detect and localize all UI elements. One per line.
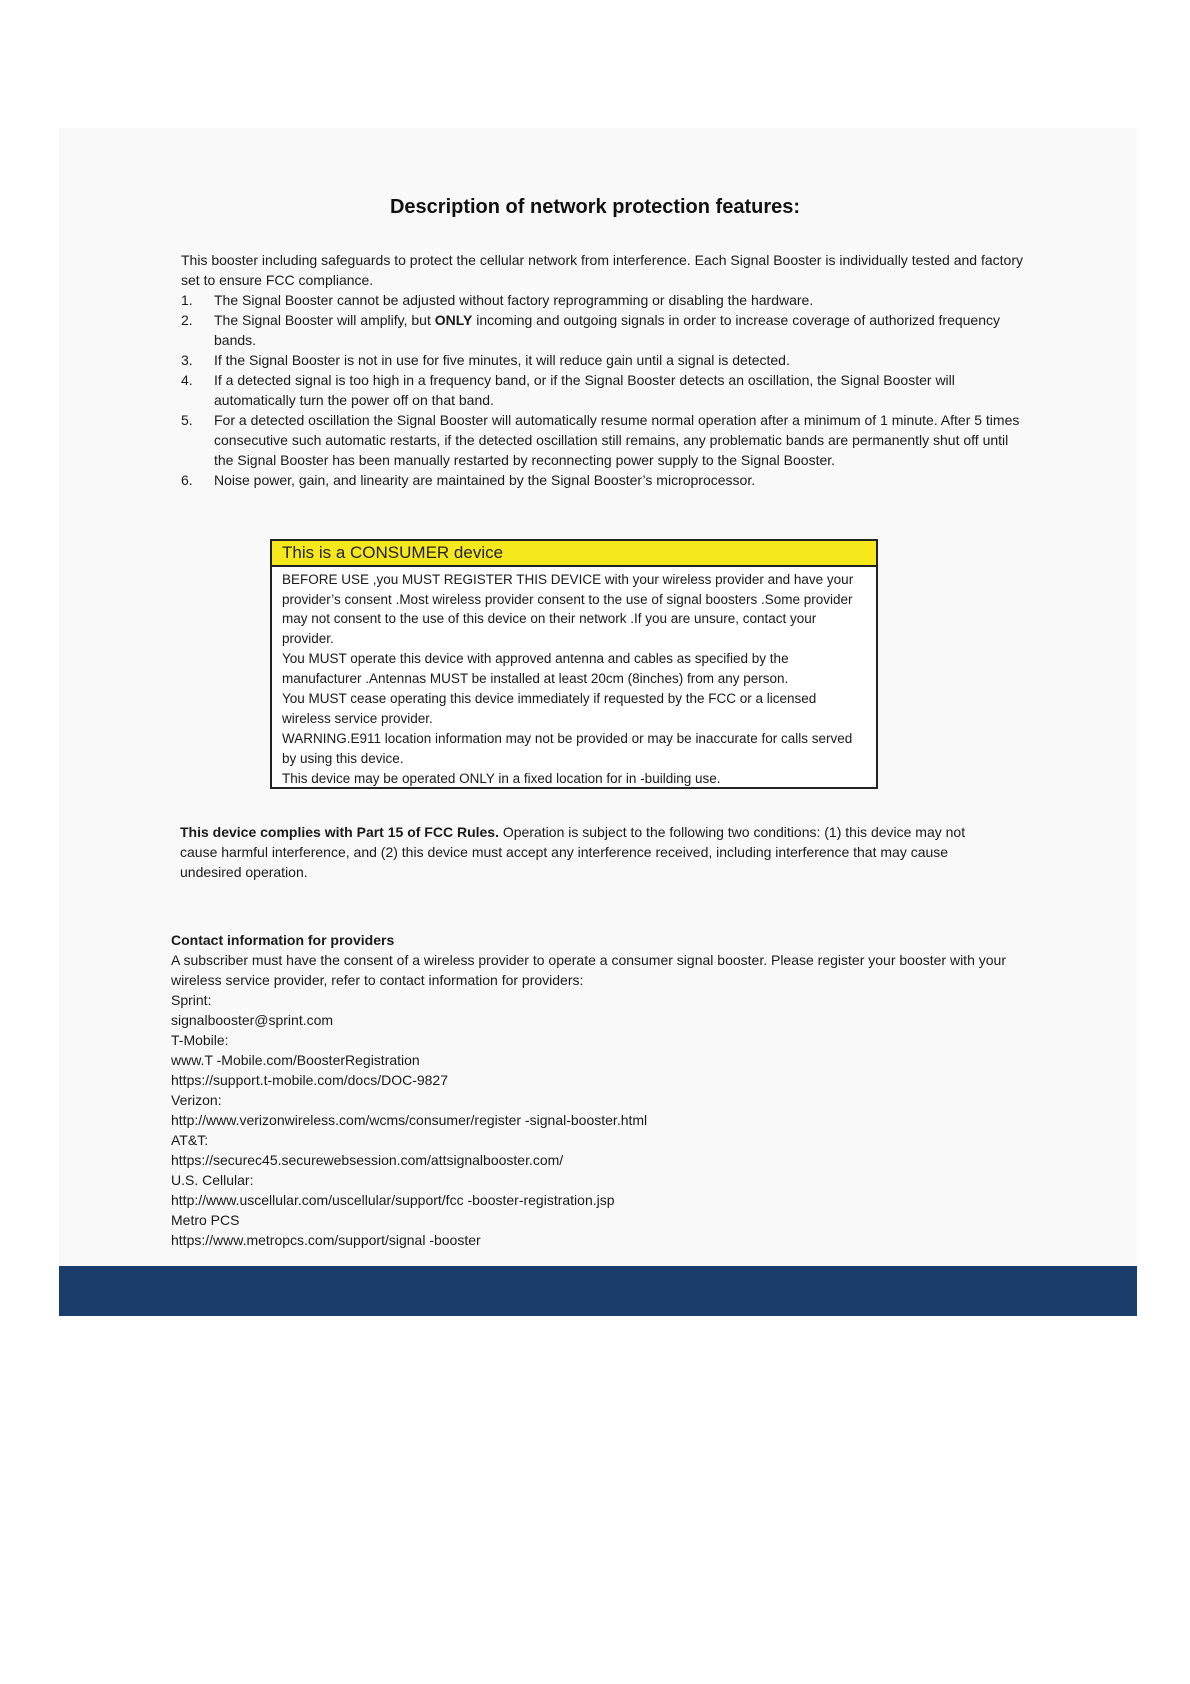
emphasis-only: ONLY — [434, 312, 473, 328]
list-number: 4. — [181, 372, 193, 388]
provider-link-uscellular: http://www.uscellular.com/uscellular/support/fcc -booster-registration.jsp — [171, 1192, 615, 1208]
list-item — [181, 470, 1031, 490]
list-number: 6. — [181, 472, 193, 488]
fcc-statement-bold: This device complies with Part 15 of FCC Rules. — [180, 824, 499, 840]
list-item-text: Noise power, gain, and linearity are maintained by the Signal Booster’s microprocessor. — [214, 472, 756, 488]
contact-intro: A subscriber must have the consent of a wireless provider to operate a consumer signal booster. Please register your booster with your wireless service provider, refer to contact information for providers: — [171, 952, 1006, 988]
provider-name-sprint: Sprint: — [171, 992, 212, 1008]
fcc-compliance-statement — [180, 822, 1000, 882]
notice-paragraph-cease: You MUST cease operating this device immediately if requested by the FCC or a licensed wireless service provider. — [282, 691, 817, 726]
provider-name-tmobile: T-Mobile: — [171, 1032, 229, 1048]
consumer-notice-body — [272, 567, 876, 789]
provider-name-att: AT&T: — [171, 1132, 209, 1148]
features-list — [181, 290, 1031, 490]
contact-title — [171, 930, 1021, 950]
provider-link-metropcs: https://www.metropcs.com/support/signal -booster — [171, 1232, 481, 1248]
list-item — [181, 350, 1031, 370]
list-item-text: If a detected signal is too high in a frequency band, or if the Signal Booster detects an oscillation, the Signal Booster will automatically turn the power off on that band. — [214, 372, 955, 408]
footer-bar — [59, 1266, 1137, 1316]
list-item-text: If the Signal Booster is not in use for five minutes, it will reduce gain until a signal is detected. — [214, 352, 790, 368]
list-item-text — [214, 312, 1000, 348]
consumer-notice-header: This is a CONSUMER device — [272, 541, 876, 567]
notice-paragraph-e911-warning: WARNING.E911 location information may not be provided or may be inaccurate for calls served by using this device. — [282, 731, 853, 766]
list-item-text: For a detected oscillation the Signal Booster will automatically resume normal operation after a minimum of 1 minute. After 5 times consecutive such automatic restarts, if the detected oscillation still remains, any problematic bands are permanently shut off until the Signal Booster has been manually restarted by reconnecting power supply to the Signal Booster. — [214, 412, 1020, 468]
list-item — [181, 290, 1031, 310]
provider-contact-sprint-email: signalbooster@sprint.com — [171, 1012, 334, 1028]
list-item — [181, 370, 1031, 410]
provider-name-verizon: Verizon: — [171, 1092, 222, 1108]
list-number: 2. — [181, 312, 193, 328]
consumer-device-notice — [270, 539, 878, 789]
notice-paragraph-antenna: You MUST operate this device with approved antenna and cables as specified by the manufacturer .Antennas MUST be installed at least 20cm (8inches) from any person. — [282, 651, 789, 686]
contact-information-section — [171, 930, 1021, 1250]
list-item — [181, 410, 1031, 470]
list-number: 3. — [181, 352, 193, 368]
provider-link-tmobile-registration: www.T -Mobile.com/BoosterRegistration — [171, 1052, 420, 1068]
list-item-text-post: incoming and outgoing signals in order to increase coverage of authorized frequency bands. — [214, 312, 1001, 348]
provider-link-tmobile-support: https://support.t-mobile.com/docs/DOC-9827 — [171, 1072, 449, 1088]
list-item — [181, 310, 1031, 350]
fcc-statement-text: Operation is subject to the following two conditions: (1) this device may not cause harmful interference, and (2) this device must accept any interference received, including interference that may cause undesired operation. — [180, 824, 966, 880]
list-number: 5. — [181, 412, 193, 428]
provider-link-att: https://securec45.securewebsession.com/attsignalbooster.com/ — [171, 1152, 564, 1168]
intro-paragraph: This booster including safeguards to protect the cellular network from interference. Each Signal Booster is individually tested and factory set to ensure FCC compliance. — [181, 252, 1023, 288]
provider-name-metropcs: Metro PCS — [171, 1212, 240, 1228]
notice-paragraph-fixed-location: This device may be operated ONLY in a fixed location for in -building use. — [282, 771, 721, 786]
list-number: 1. — [181, 292, 193, 308]
notice-paragraph-register: BEFORE USE ,you MUST REGISTER THIS DEVICE with your wireless provider and have your provider’s consent .Most wireless provider consent to the use of signal boosters .Some provider may not consent to the use of this device on their network .If you are unsure, contact your provider. — [282, 572, 854, 646]
list-item-text-pre: The Signal Booster will amplify, but — [214, 312, 435, 328]
provider-link-verizon: http://www.verizonwireless.com/wcms/consumer/register -signal-booster.html — [171, 1112, 648, 1128]
contact-title-text: Contact information for providers — [171, 932, 395, 948]
list-item-text: The Signal Booster cannot be adjusted without factory reprogramming or disabling the hardware. — [214, 292, 814, 308]
page-title: Description of network protection features: — [389, 196, 801, 218]
provider-name-uscellular: U.S. Cellular: — [171, 1172, 254, 1188]
